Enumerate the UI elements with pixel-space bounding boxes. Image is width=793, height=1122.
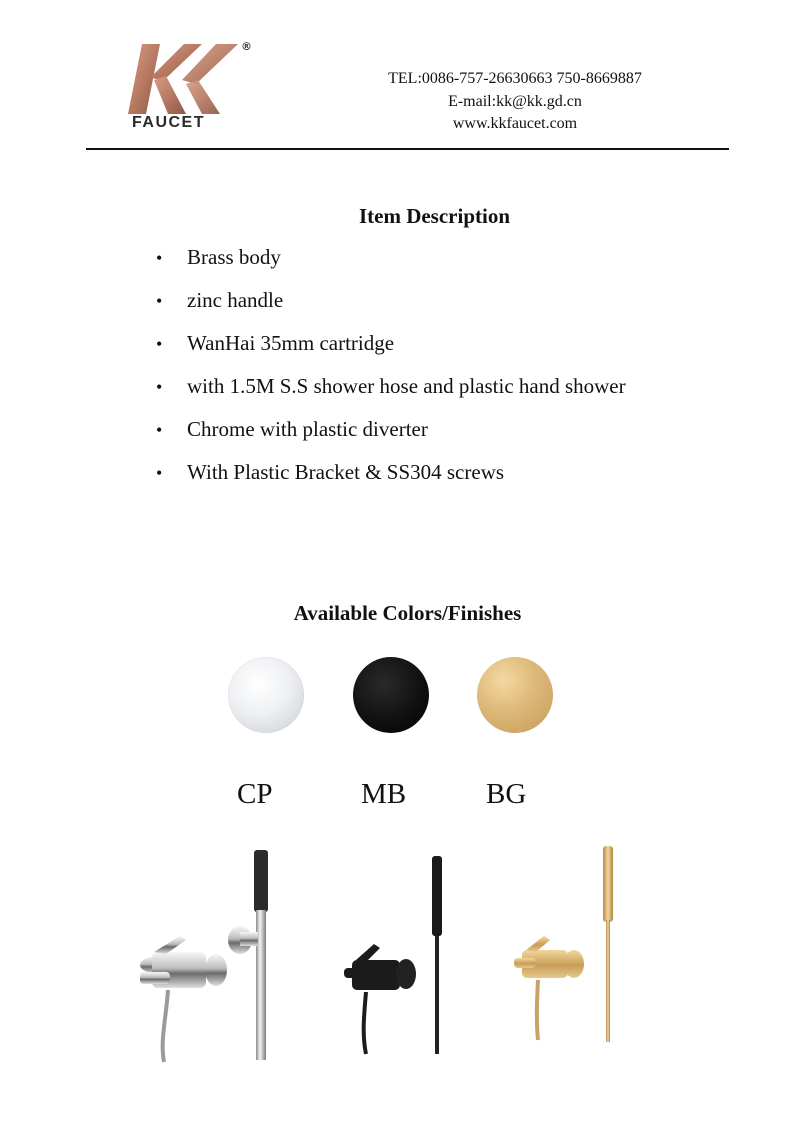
feature-item: [156, 288, 626, 331]
kk-logo-icon: [128, 40, 240, 116]
feature-item: [156, 417, 626, 460]
item-description-heading: Item Description: [358, 204, 511, 228]
feature-text: WanHai 35mm cartridge: [187, 331, 395, 355]
feature-text: Brass body: [187, 245, 281, 269]
feature-list: [156, 245, 626, 503]
product-image-matte-black: [330, 840, 470, 1060]
swatch-matte-black: [353, 657, 429, 733]
bullet-icon: •: [156, 463, 163, 483]
registered-mark: ®: [241, 40, 252, 53]
bullet-icon: •: [156, 291, 163, 311]
contact-website: www.kkfaucet.com: [452, 115, 578, 132]
finish-code-mb: MB: [361, 778, 407, 810]
feature-item: [156, 374, 626, 417]
bullet-icon: •: [156, 248, 163, 268]
feature-text: With Plastic Bracket & SS304 screws: [187, 460, 505, 484]
header-divider: [86, 148, 729, 150]
company-logo: [128, 40, 260, 136]
contact-telephone: TEL:0086-757-26630663 750-8669887: [388, 70, 642, 87]
feature-text: Chrome with plastic diverter: [187, 417, 428, 441]
feature-text: zinc handle: [187, 288, 284, 312]
product-image-brushed-gold: [500, 840, 640, 1050]
product-image-chrome: [130, 840, 290, 1065]
finish-code-cp: CP: [237, 778, 273, 810]
bullet-icon: •: [156, 334, 163, 354]
contact-email: E-mail:kk@kk.gd.cn: [448, 92, 582, 110]
contact-info: [340, 68, 690, 136]
swatch-chrome: [228, 657, 304, 733]
feature-item: [156, 460, 626, 503]
feature-text: with 1.5M S.S shower hose and plastic hand shower: [187, 374, 626, 398]
bullet-icon: •: [156, 420, 163, 440]
feature-item: [156, 245, 626, 288]
bullet-icon: •: [156, 377, 163, 397]
logo-wordmark: FAUCET: [132, 114, 205, 131]
swatch-brushed-gold: [477, 657, 553, 733]
finish-code-bg: BG: [486, 778, 527, 810]
finishes-heading: Available Colors/Finishes: [293, 601, 522, 625]
feature-item: [156, 331, 626, 374]
